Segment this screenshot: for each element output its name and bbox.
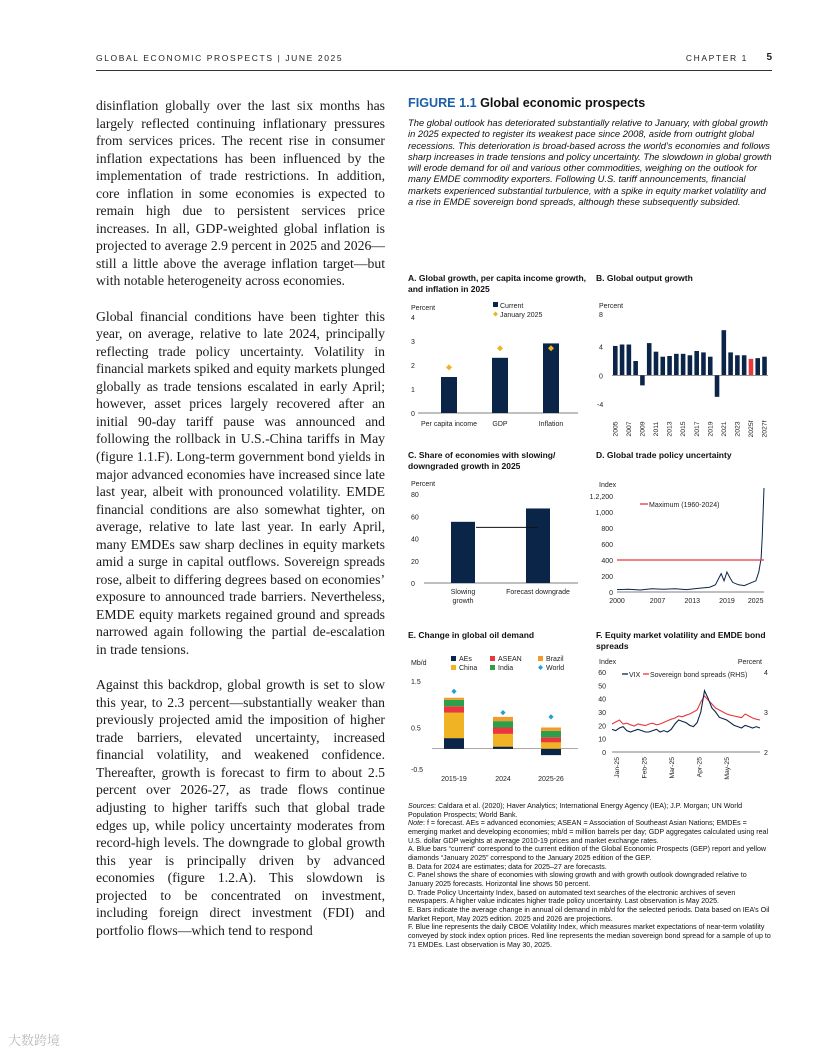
bar-output-growth — [681, 354, 686, 376]
x-tick-label: Apr-25 — [696, 757, 704, 778]
legend-label: China — [459, 665, 478, 672]
y2-tick-label: 4 — [764, 670, 768, 677]
y-tick-label: -4 — [597, 402, 604, 409]
bar-output-growth — [742, 355, 747, 375]
bar-output-growth — [627, 345, 632, 376]
sources-note: Caldara et al. (2020); Haver Analytics; International Energy Agency (IEA); J.P. Morgan; UN World Population Prospects; World Bank. — [408, 802, 743, 819]
bar-segment — [493, 728, 513, 734]
figure-title-text: Global economic prospects — [480, 96, 646, 110]
legend-label: World — [546, 665, 565, 672]
x-tick-label: 2013 — [684, 598, 701, 605]
marker-january — [497, 345, 503, 351]
legend-swatch-current — [493, 302, 498, 307]
y-tick-label: 3 — [411, 339, 415, 346]
note-f: F. Blue line represents the daily CBOE Volatility Index, which measures market expectations of near-term volatility conveyed by stock index option prices. Red line represents the median sovereign bond spread for a sample of up to 71 EMDEs. Last observation is May 30, 2025. — [408, 923, 771, 949]
y-axis-label: Percent — [411, 305, 436, 312]
x-tick-label: 2025-26 — [538, 776, 564, 783]
legend-label: AEs — [459, 656, 472, 663]
y-axis-label: Mb/d — [411, 660, 427, 667]
legend-swatch — [451, 656, 456, 661]
y-tick-label: 1.2,200 — [589, 494, 613, 501]
y-tick-label: 60 — [411, 514, 419, 522]
page-number: 5 — [766, 52, 772, 63]
legend-label-spreads: Sovereign bond spreads (RHS) — [650, 672, 748, 679]
panel-c-title: C. Share of economies with slowing/ downgraded growth in 2025 — [408, 450, 556, 471]
y-tick-label: 800 — [601, 526, 613, 533]
legend-swatch — [490, 656, 495, 661]
x-tick-label: 2025 — [747, 598, 764, 605]
y-tick-label: 0 — [609, 590, 613, 597]
x-tick-label: Per capita income — [420, 421, 478, 428]
y-tick-label: 30 — [598, 710, 606, 717]
bar-output-growth — [688, 355, 693, 375]
running-title: GLOBAL ECONOMIC PROSPECTS | JUNE 2025 — [96, 53, 344, 63]
y-tick-label: 200 — [601, 574, 613, 581]
y-tick-label: 0 — [411, 411, 415, 418]
y-tick-label: 20 — [598, 723, 606, 731]
y-tick-label: 400 — [601, 558, 613, 565]
x-tick-label: 2011 — [653, 421, 661, 437]
y2-axis-label: Percent — [737, 659, 762, 666]
y2-tick-label: 2 — [764, 750, 768, 757]
marker-world — [500, 710, 505, 715]
marker-world — [548, 714, 553, 719]
note-c: C. Panel shows the share of economies with slowing growth and with growth outlook downgraded relative to January 2025 forecasts. Horizontal line shows 50 percent. — [408, 871, 747, 888]
panel-f-title: F. Equity market volatility and EMDE bond spreads — [596, 630, 766, 651]
x-tick-label: 2000 — [609, 598, 625, 605]
y-axis-label: Index — [599, 482, 617, 489]
bar-current — [543, 343, 559, 413]
y-tick-label: -0.5 — [411, 767, 424, 774]
y-axis-label: Percent — [411, 481, 436, 488]
bar-output-growth — [715, 375, 720, 397]
bar-segment — [444, 713, 464, 739]
bar-segment — [541, 737, 561, 742]
x-tick-label: 2007 — [649, 598, 666, 605]
bar-share — [451, 522, 475, 583]
bar-current — [492, 358, 508, 413]
panel-b-title: B. Global output growth — [596, 273, 693, 283]
bar-output-growth — [660, 357, 665, 376]
bar-output-growth — [667, 356, 672, 375]
y-tick-label: 20 — [411, 558, 419, 566]
x-tick-label: 2025f — [748, 420, 756, 438]
legend-swatch-january — [493, 312, 498, 317]
general-note: f = forecast. AEs = advanced economies; ASEAN = Association of Southeast Asian Nations; EMDEs = emerging market and developing economies; mb/d = million barrels per day; GDP aggregates calculated using real U.S. dollar GDP weights at average 2010-19 prices and market exchange rates. — [408, 819, 769, 845]
bar-segment — [541, 728, 561, 731]
x-tick-label: 2015-19 — [441, 776, 467, 783]
watermark: 大数跨境 — [8, 1033, 61, 1048]
figure-notes: Sources: Caldara et al. (2020); Haver Analytics; International Energy Agency (IEA); J.P. Morgan; UN World Population Prospects; World Bank. Note: f = forecast. AEs = advanced economies; ASEAN = Association of Southeast Asian Nations; EMDEs = emerging market and developing economies; mb/d = million barrels per day; GDP aggregates calculated using real U.S. dollar GDP weights at average 2010-19 prices and market exchange rates. A. Blue bars “current” correspond to the current edition of the Global Economic Prospects (GEP) report and yellow diamonds “January 2025” correspond to the January 2025 edition of the GEP. B. Data for 2024 are estimates; data for 2025–27 are forecasts. C. Panel shows the share of economies with slowing growth and with growth outlook downgraded relative to January 2025 forecasts. Horizontal line shows 50 percent. D. Trade Policy Uncertainty Index, based on automated text searches of the electronic archives of seven newspapers. A higher value indicates higher trade policy uncertainty. Last observation is May 2025. E. Bars indicate the average change in annual oil demand in mb/d for the selected periods. Data based on IEA’s Oil Market Report, May 2025 edition. 2025 and 2026 are projections. F. Blue line represents the daily CBOE Volatility Index, which measures market expectations of near-term volatility conveyed by stock index option prices. Red line represents the median sovereign bond spread for a sample of up to 71 EMDEs. Last observation is May 30, 2025. — [408, 802, 771, 949]
x-tick-label: Feb-25 — [641, 757, 649, 779]
y-tick-label: 1 — [411, 387, 415, 394]
bar-output-growth — [749, 359, 754, 375]
bar-segment — [493, 721, 513, 727]
x-tick-label: 2027f — [761, 420, 769, 438]
bar-segment — [444, 738, 464, 749]
note-a: A. Blue bars “current” correspond to the current edition of the Global Economic Prospects (GEP) report and yellow diamonds “January 2025” correspond to the January 2025 edition of the GEP. — [408, 845, 767, 862]
y-axis-label: Percent — [599, 303, 624, 310]
figure-description: The global outlook has deteriorated substantially relative to January, with global growth in 2025 expected to register its weakest pace since 2008, aside from outright global recessions. This deterioration is broad-based across the world’s economies and follows sharp increases in trade tensions and policy uncertainty. The slowdown in global growth will erode demand for oil and various other commodities, weighing on the outlook for many EMDE commodity exporters. Following U.S. tariff announcements, financial markets experienced substantial turbulence, with a spike in equity market volatility and a rise in EMDE sovereign bond spreads, although these subsequently subsided. — [408, 117, 772, 208]
y-tick-label: 8 — [599, 312, 603, 319]
bar-output-growth — [674, 354, 679, 376]
x-tick-label: May-25 — [724, 757, 731, 780]
chapter-label: CHAPTER 1 — [685, 53, 748, 63]
y-tick-label: 4 — [599, 344, 603, 352]
legend-label: ASEAN — [498, 656, 522, 663]
x-tick-label: Inflation — [538, 421, 564, 428]
bar-output-growth — [654, 352, 659, 376]
marker-january — [446, 364, 452, 370]
y-tick-label: 1,000 — [595, 510, 613, 517]
x-tick-label: 2021 — [720, 421, 728, 437]
legend-label: Brazil — [546, 656, 564, 663]
x-tick-label: 2009 — [639, 421, 647, 437]
note-d: D. Trade Policy Uncertainty Index, based on automated text searches of the electronic archives of seven newspapers. A higher value indicates higher trade policy uncertainty. Last observation is May 2025. — [408, 888, 736, 906]
bar-segment — [493, 734, 513, 747]
y-tick-label: 0.5 — [411, 725, 421, 733]
x-tick-label: Slowing — [450, 589, 476, 596]
note-b: B. Data for 2024 are estimates; data for 2025–27 are forecasts. — [408, 862, 607, 871]
panel-e-title: E. Change in global oil demand — [408, 630, 535, 640]
bar-output-growth — [735, 355, 740, 375]
bar-output-growth — [640, 375, 645, 385]
x-tick-label: 2005 — [612, 421, 620, 437]
paragraph: disinflation globally over the last six months has largely reflected continuing inflationary pressures from services prices. The recent rise in consumer inflation expectations has been influenced by the implementation of trade restrictions. In addition, core inflation in some economies is expected to remain high due to persistent services price increases. In all, GDP-weighted global inflation is projected to average 2.9 percent in 2025 and 2026—still a little above the average inflation target—but with notable heterogeneity across economies. — [96, 98, 385, 289]
y-tick-label: 1.5 — [411, 679, 421, 686]
x-tick-label: Forecast downgrade — [506, 589, 570, 596]
bar-segment — [444, 698, 464, 700]
y-tick-label: 0 — [599, 373, 603, 381]
legend-label-january: January 2025 — [500, 312, 543, 319]
bar-current — [441, 377, 457, 413]
x-tick-label: 2015 — [680, 421, 688, 437]
y-axis-label: Index — [599, 659, 617, 666]
legend-swatch — [538, 656, 543, 661]
x-tick-label: 2024 — [495, 776, 511, 783]
y-tick-label: 60 — [598, 670, 606, 677]
x-tick-label: 2013 — [666, 421, 674, 437]
bar-segment — [444, 706, 464, 712]
bar-output-growth — [708, 357, 713, 376]
panel-d-title: D. Global trade policy uncertainty — [596, 450, 732, 460]
panel-a-title: A. Global growth, per capita income growth, and inflation in 2025 — [408, 273, 587, 294]
y-tick-label: 10 — [598, 736, 606, 744]
x-tick-label: 2019 — [707, 421, 715, 437]
legend-label-vix: VIX — [629, 672, 641, 679]
legend-swatch — [490, 665, 495, 670]
x-tick-label: 2023 — [734, 421, 742, 437]
paragraph: Global financial conditions have been tighter this year, on average, relative to late 2024, principally reflecting trade policy uncertainty. Volatility in financial markets spiked and equity markets plunged globally as trade tensions escalated in early April; however, asset prices largely recovered after an initial 90-day tariff pause was announced and following the rollback in U.S.-China tariffs in May (figure 1.1.F). Long-term government bond yields in major advanced economies have increased since late last year, albeit with pronounced volatility. EMDE financial conditions are also somewhat tighter, on average, relative to late last year. In early April, many EMDEs saw sharp declines in equity markets amid a surge in capital outflows. Sovereign spreads rose, albeit to differing degrees based on economies’ exposure to announced trade barriers. Nevertheless, EMDE equity markets regained ground and spreads narrowed again following the partial de-escalation in trade tensions. — [96, 308, 385, 657]
marker-world — [451, 689, 456, 694]
x-tick-label: GDP — [492, 421, 508, 428]
y-tick-label: 0 — [411, 581, 415, 588]
paragraph: Against this backdrop, global growth is set to slow this year, to 2.3 percent—substantially weaker than previously projected amid the imposition of higher trade barriers, elevated uncertainty, increased financial volatility, and weakened confidence. Thereafter, growth is forecast to firm to about 2.5 percent over 2026-27, as trade flows continue adjusting to higher tariffs such that global trade edges up, while policy uncertainty moderates from record-high levels. The downgrade to global growth this year is principally driven by advanced economies (figure 1.2.A). This slowdown is projected to be concentrated on investment, including foreign direct investment (FDI) and portfolio flows—which tend to respond — [96, 677, 385, 938]
y-tick-label: 4 — [411, 315, 415, 322]
x-tick-label: 2019 — [719, 598, 735, 605]
bar-segment — [444, 700, 464, 706]
legend-label-maximum: Maximum (1960-2024) — [649, 502, 720, 509]
legend-label: India — [498, 665, 514, 672]
y-tick-label: 0 — [602, 750, 606, 757]
bar-output-growth — [694, 351, 699, 375]
y-tick-label: 40 — [598, 696, 606, 704]
y-tick-label: 600 — [601, 542, 613, 549]
bar-segment — [541, 731, 561, 737]
bar-segment — [541, 742, 561, 748]
note-e: E. Bars indicate the average change in annual oil demand in mb/d for the selected periods. Data based on IEA’s Oil Market Report, May 2025 edition. 2025 and 2026 are projections. — [408, 905, 770, 923]
bar-output-growth — [647, 343, 652, 375]
bar-share — [526, 508, 550, 583]
legend-swatch — [538, 665, 543, 670]
bar-output-growth — [755, 358, 760, 375]
legend-label-current: Current — [500, 303, 524, 310]
legend-swatch — [451, 665, 456, 670]
bar-segment — [493, 747, 513, 749]
y-tick-label: 50 — [598, 683, 606, 691]
bar-output-growth — [701, 352, 706, 375]
y-tick-label: 80 — [411, 492, 419, 499]
bar-segment — [541, 749, 561, 755]
x-tick-label: 2017 — [693, 421, 701, 437]
bar-output-growth — [762, 357, 767, 376]
y-tick-label: 40 — [411, 536, 419, 544]
bar-output-growth — [722, 330, 727, 375]
x-tick-label: Jan-25 — [614, 757, 621, 778]
bar-segment — [493, 717, 513, 721]
bar-output-growth — [620, 345, 625, 376]
x-tick-label: growth — [452, 598, 474, 605]
y-tick-label: 2 — [411, 363, 415, 370]
bar-output-growth — [613, 346, 618, 375]
figure-label: FIGURE 1.1 — [408, 96, 477, 110]
bar-output-growth — [633, 361, 638, 375]
y2-tick-label: 3 — [764, 710, 768, 717]
spreads-line — [612, 696, 760, 726]
bar-output-growth — [728, 352, 733, 375]
x-tick-label: 2007 — [625, 421, 633, 437]
x-tick-label: Mar-25 — [669, 757, 676, 779]
